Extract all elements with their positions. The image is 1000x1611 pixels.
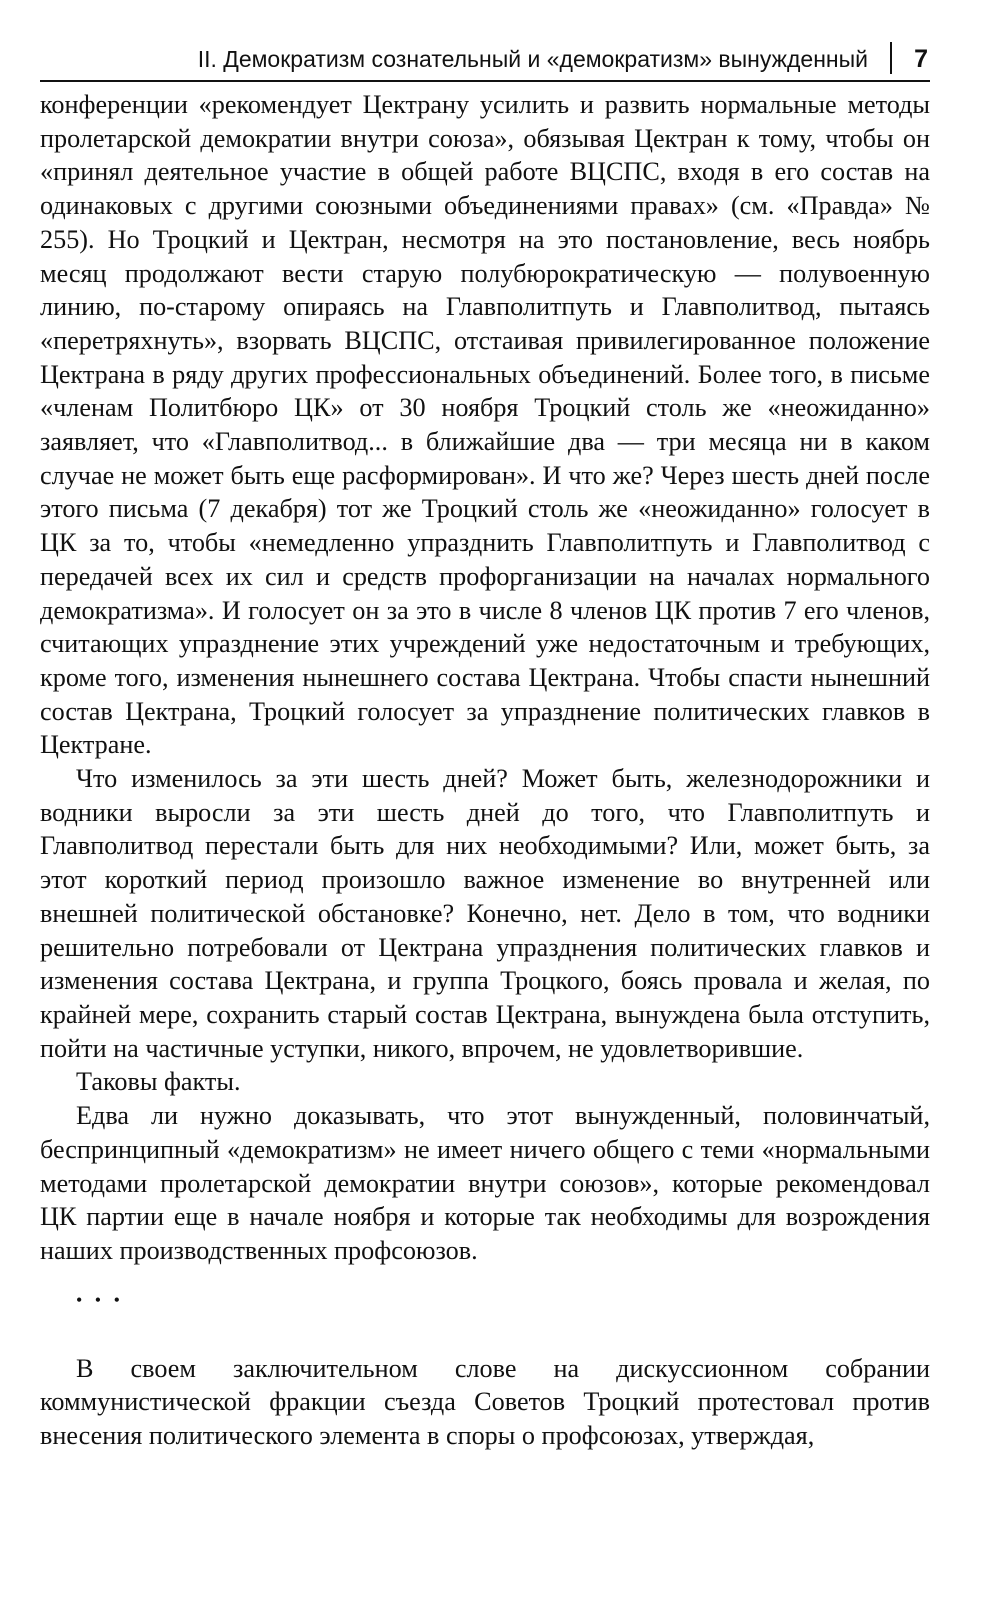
running-title: II. Демократизм сознательный и «демократизм» вынужденный (197, 46, 868, 72)
body-text (40, 88, 930, 1453)
section-separator: • • • (76, 1289, 124, 1310)
running-header (40, 42, 930, 82)
paragraph: В своем заключительном слове на дискуссионном собрании коммунистической фракции съезда Советов Троцкий протестовал против внесения политического элемента в споры о профсоюзах, утверждая, (40, 1353, 930, 1451)
page-number: 7 (914, 45, 928, 73)
paragraph: Таковы факты. (76, 1067, 241, 1097)
header-separator (890, 42, 892, 74)
paragraph-continued: конференции «рекомендует Цектрану усилить и развить нормальные методы пролетарской демократии внутри союза», обязывая Цектран к тому, чтобы он «принял деятельное участие в общей работе ВЦСПС, входя в его состав на одинаковых с другими союзными объединениями правах» (см. «Правда» № 255). Но Троцкий и Цектран, несмотря на это постановление, весь ноябрь месяц продолжают вести старую полубюрократическую — полувоенную линию, по-старому опираясь на Главполитпуть и Главполитвод, пытаясь «перетряхнуть», взорвать ВЦСПС, отстаивая привилегированное положение Цектрана в ряду других профессиональных объединений. Более того, в письме «членам Политбюро ЦК» от 30 ноября Троцкий столь же «неожиданно» заявляет, что «Главполитвод... в ближайшие два — три месяца ни в каком случае не может быть еще расформирован». И что же? Через шесть дней после этого письма (7 декабря) тот же Троцкий столь же «неожиданно» голосует в ЦК за то, чтобы «немедленно упразднить Главполитпуть и Главполитвод с передачей всех их сил и средств профорганизации на началах нормального демократизма». И голосует он за это в числе 8 членов ЦК против 7 его членов, считающих упразднение этих учреждений уже недостаточным и требующих, кроме того, изменения нынешнего состава Цектрана. Чтобы спасти нынешний состав Цектрана, Троцкий голосует за упразднение политических главков в Цектране. (40, 90, 930, 760)
paragraph: Едва ли нужно доказывать, что этот вынужденный, половинчатый, беспринципный «демократизм» не имеет ничего общего с теми «нормальными методами пролетарской демократии внутри союзов», которые рекомендовал ЦК партии еще в начале ноября и которые так необходимы для возрождения наших производственных профсоюзов. (40, 1101, 930, 1265)
paragraph: Что изменилось за эти шесть дней? Может быть, железнодорожники и водники выросли за эти шесть дней до того, что Главполитпуть и Главполитвод перестали быть для них необходимыми? Или, может быть, за этот короткий период произошло важное изменение во внутренней или внешней политической обстановке? Конечно, нет. Дело в том, что водники решительно потребовали от Цектрана упразднения политических главков и изменения состава Цектрана, и группа Троцкого, боясь провала и желая, по крайней мере, сохранить старый состав Цектрана, вынуждена была отступить, пойти на частичные уступки, никого, впрочем, не удовлетворившие. (40, 764, 930, 1063)
